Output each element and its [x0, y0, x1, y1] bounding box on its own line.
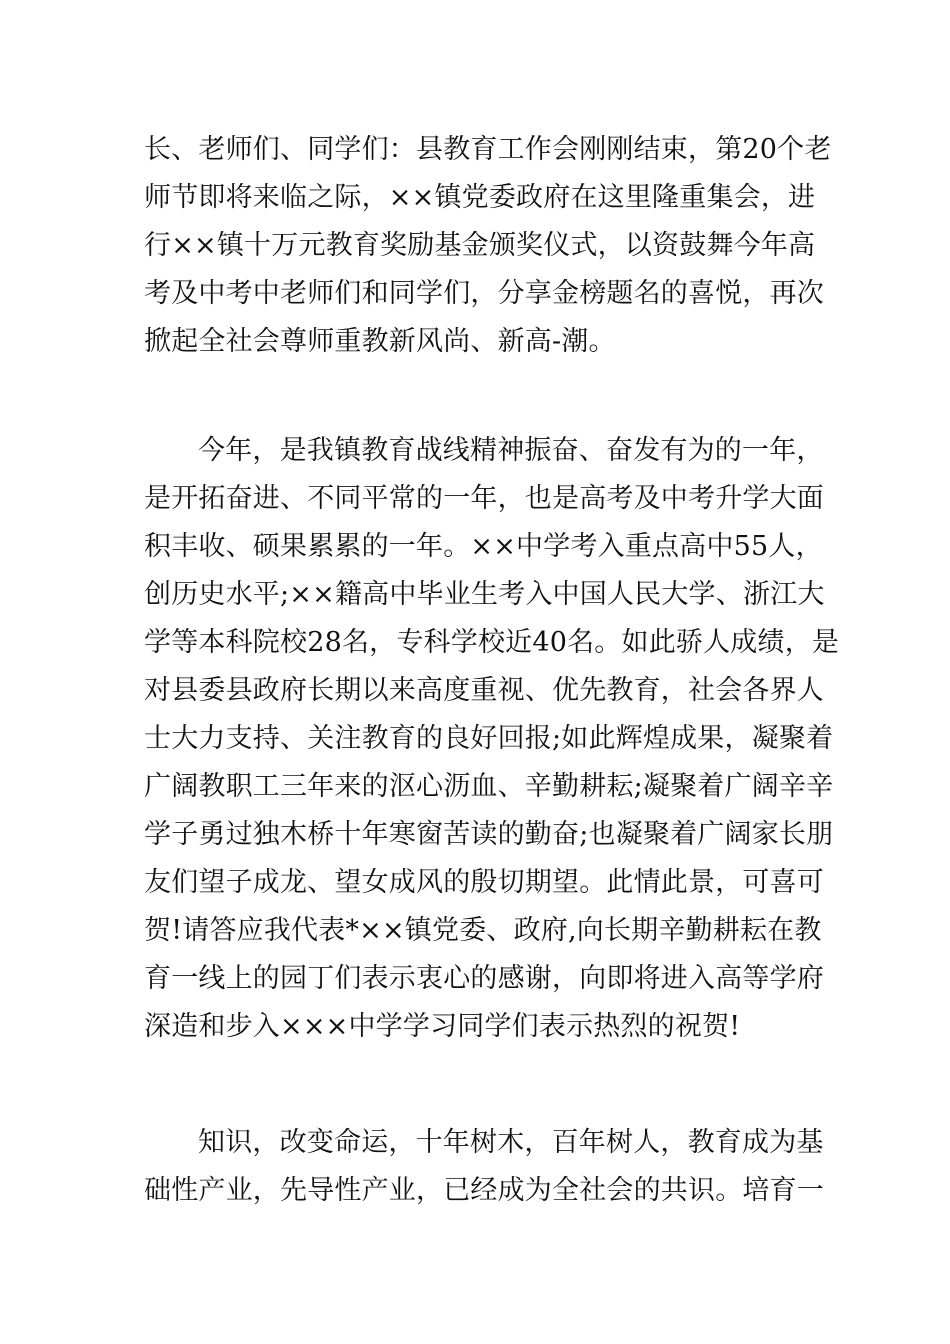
text-line: 对县委县政府长期以来高度重视、优先教育，社会各界人	[144, 675, 824, 706]
text-line: 今年，是我镇教育战线精神振奋、奋发有为的一年，	[198, 435, 824, 466]
text-line: 广阔教职工三年来的沤心沥血、辛勤耕耘;凝聚着广阔辛辛	[144, 771, 834, 802]
text-line: 深造和步入×××中学学习同学们表示热烈的祝贺!	[144, 1011, 741, 1042]
text-line: 知识，改变命运，十年树木，百年树人，教育成为基	[198, 1127, 824, 1158]
text-line: 是开拓奋进、不同平常的一年，也是高考及中考升学大面	[144, 483, 824, 514]
text-line: 学等本科院校28名，专科学校近40名。如此骄人成绩，是	[144, 627, 840, 658]
paragraph-3	[144, 1119, 824, 1215]
text-line: 创历史水平;××籍高中毕业生考入中国人民大学、浙江大	[144, 579, 825, 610]
text-line: 础性产业，先导性产业，已经成为全社会的共识。培育一	[144, 1175, 824, 1206]
text-line: 考及中考中老师们和同学们，分享金榜题名的喜悦，再次	[144, 278, 824, 309]
text-line: 掀起全社会尊师重教新风尚、新高-潮。	[144, 326, 616, 357]
paragraph-1	[144, 126, 832, 366]
text-line: 友们望子成龙、望女成风的殷切期望。此情此景，可喜可	[144, 867, 824, 898]
text-line: 行××镇十万元教育奖励基金颁奖仪式，以资鼓舞今年高	[144, 230, 816, 261]
text-line: 贺!请答应我代表*××镇党委、政府,向长期辛勤耕耘在教	[144, 915, 822, 946]
text-line: 积丰收、硕果累累的一年。××中学考入重点高中55人，	[144, 531, 823, 562]
text-line: 士大力支持、关注教育的良好回报;如此辉煌成果，凝聚着	[144, 723, 834, 754]
text-line: 师节即将来临之际，××镇党委政府在这里隆重集会，进	[144, 182, 816, 213]
text-line: 育一线上的园丁们表示衷心的感谢，向即将进入高等学府	[144, 963, 824, 994]
text-line: 长、老师们、同学们：县教育工作会刚刚结束，第20个老	[144, 134, 832, 165]
text-line: 学子勇过独木桥十年寒窗苦读的勤奋;也凝聚着广阔家长朋	[144, 819, 834, 850]
paragraph-2	[144, 427, 840, 1051]
